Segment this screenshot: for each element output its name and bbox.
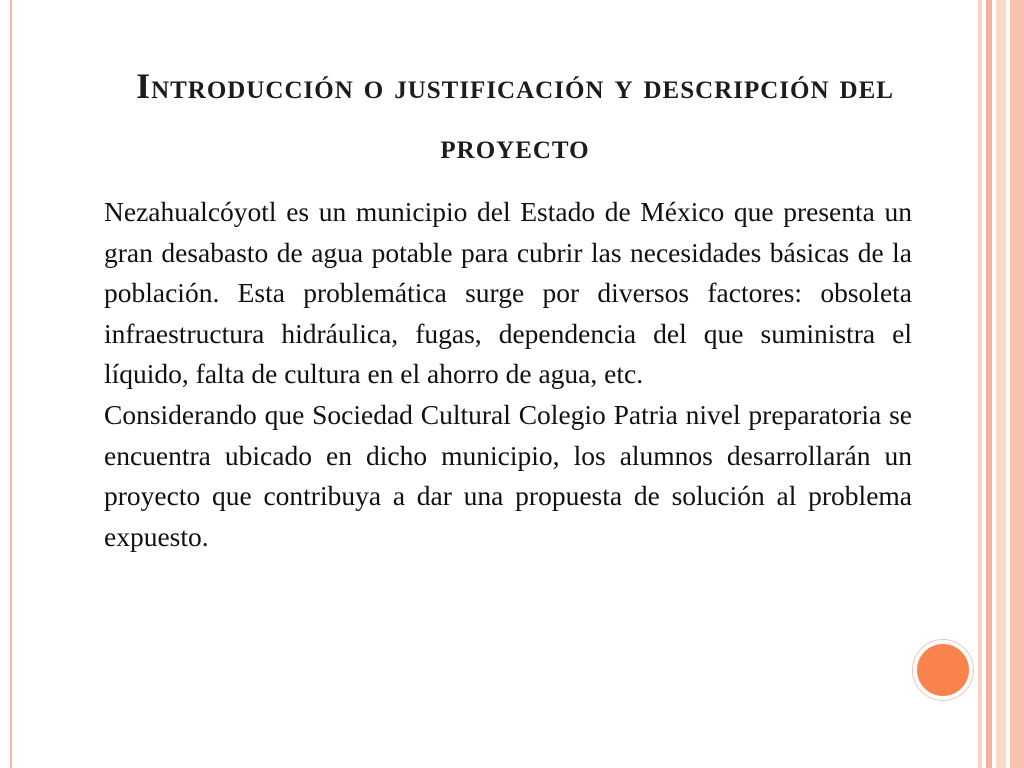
- right-stripe: [978, 0, 982, 768]
- right-stripe: [996, 0, 1006, 768]
- right-stripe: [986, 0, 992, 768]
- slide-body: [104, 192, 912, 557]
- right-stripe: [1010, 0, 1024, 768]
- slide-title: Introducción o justificación y descripción del proyecto: [136, 66, 894, 166]
- left-frame-line: [10, 0, 12, 768]
- paragraph: Nezahualcóyotl es un municipio del Estado de México que presenta un gran desabasto de agua potable para cubrir las necesidades básicas de la población. Esta problemática surge por diversos factores: obsoleta infraestructura hidráulica, fugas, dependencia del que suministra el líquido, falta de cultura en el ahorro de agua, etc.: [104, 196, 912, 390]
- paragraph: Considerando que Sociedad Cultural Colegio Patria nivel preparatoria se encuentra ubicado en dicho municipio, los alumnos desarrollarán un proyecto que contribuya a dar una propuesta de solución al problema expuesto.: [104, 398, 912, 552]
- orange-circle-icon: [913, 640, 973, 700]
